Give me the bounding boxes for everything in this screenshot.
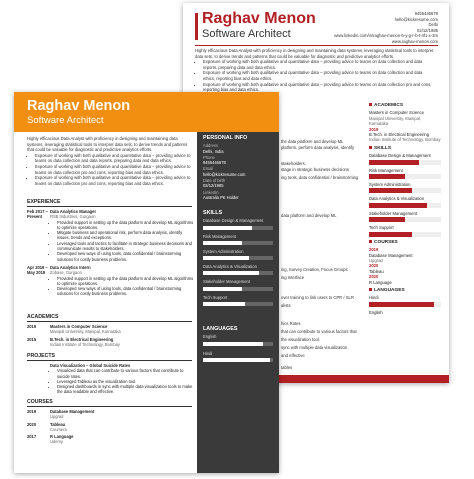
contact-email: hello@kickresume.com [394, 16, 438, 22]
bullet-square-icon [369, 146, 372, 149]
info-email: hello@kickresume.com [203, 171, 246, 177]
body-fragment: that can contribute to various factors that [281, 329, 357, 334]
bullet-square-icon [369, 103, 372, 106]
job-bullet: • Developed new ways of using tools, data confidential / brainstorming solutions for costly business problems. [57, 286, 194, 297]
skill-item [369, 225, 441, 236]
skill-name: Data Analytics & Visualization [369, 196, 425, 202]
language-level-bar [369, 302, 441, 307]
section-divider [27, 406, 192, 407]
academic-school: Manipal University, Manipal, Karnataka [369, 115, 422, 127]
skill-name: System Administration [203, 248, 244, 254]
skills-heading: SKILLS [203, 210, 223, 216]
skills-list [203, 218, 273, 306]
job-to: Present [27, 214, 43, 220]
skill-name: System Administration [369, 182, 411, 188]
skill-level-bar [203, 271, 273, 275]
academic-year: 2015 [27, 336, 37, 342]
resume-role: Software Architect [27, 115, 104, 126]
personal-info: PERSONAL INFO Address Delhi, India Phone 9455446678 Email hello@kickresume.com Date of birth 02/12/1985 LinkedIn Australia PK Holder [203, 136, 273, 201]
course-title: R Language [369, 279, 392, 285]
course-title: R Language [50, 434, 74, 440]
skill-name: Database Design & Management [369, 153, 431, 159]
languages-heading: LANGUAGES [203, 326, 238, 332]
courses-heading: COURSES [369, 240, 441, 245]
header-accent-bar [195, 13, 198, 40]
body-fragment: platform, perform data analysis, identify [281, 145, 355, 150]
body-fragment: ing Interface [281, 275, 305, 280]
job-title: Data Analytics Intern [50, 264, 91, 270]
header-divider [195, 45, 438, 46]
academic-year: 2019 [369, 126, 379, 132]
summary-text: Highly efficacious Data Analyst with proficiency in designing and maintaining data systems, leveraging statistical tools to interpret data sets, to derive trends and patterns that could be valuable for diagnostic and predictive analytics efforts. [27, 136, 188, 153]
contact-website: www.raghav-menon.com [391, 38, 438, 44]
skill-item [369, 211, 441, 222]
skill-level-bar [369, 160, 441, 165]
skill-name: Stakeholder Management [369, 210, 417, 216]
job-bullet: • Leveraged tools and tactics to facilitate in strategic business decisions and communicate results to stakeholders. [57, 241, 194, 252]
project-bullet: • Visualized data that can contribute to various factors that contribute to suicide rates. [57, 368, 194, 379]
skill-item [369, 196, 441, 207]
info-phone: 9455446678 [203, 160, 226, 166]
job-bullet: • Provided support in setting up the data platform and develop ML algorithms to optimize operations. [57, 276, 194, 287]
course-title: Tableau [369, 268, 384, 274]
skill-name: Risk Management [203, 233, 236, 239]
body-fragment: sync with multiple data visualization [281, 345, 348, 350]
skills-heading: SKILLS [369, 146, 441, 151]
language-name: English [369, 309, 383, 315]
skill-item [203, 279, 273, 290]
skill-item [369, 153, 441, 164]
academic-entry [27, 337, 194, 348]
course-entry [27, 409, 194, 420]
contact-city: Delhi [428, 22, 438, 28]
language-level-bar [203, 358, 273, 362]
job-bullet: • Mitigate business and operational risk, perform data analysis, identify issues, trends and exceptions. [57, 230, 194, 241]
skill-level-bar [369, 174, 441, 179]
skill-level-bar [203, 241, 273, 245]
job-title: Data Analytics Manager [50, 209, 97, 214]
academic-year: 2019 [27, 324, 37, 329]
course-source: Upgrad [369, 257, 383, 263]
section-divider [27, 206, 192, 207]
course-year: 2019 [369, 247, 379, 253]
skill-name: Risk Management [369, 167, 403, 173]
course-year: 2019 [27, 409, 37, 414]
job-company: RSB Industries, Gurgaon [50, 214, 96, 220]
languages-heading: LANGUAGES [369, 288, 441, 293]
projects-list [27, 363, 194, 395]
body-fragment: and effective [281, 353, 305, 358]
skills-list [369, 153, 441, 236]
info-dob: 02/12/1985 [203, 183, 224, 189]
skill-name: Tech Support [369, 225, 394, 231]
course-entry [27, 434, 194, 445]
body-fragment: ing tools, data confidential / brainstorming [281, 175, 359, 180]
job-bullet: • Developed new ways of using tools, data confidential / brainstorming solutions for costly business problems. [57, 251, 194, 262]
course-entry [27, 422, 194, 433]
course-title: Database Management [50, 409, 95, 414]
academic-school: Indian Institute of Technology, Bombay [369, 137, 441, 143]
body-fragment: stage in strategic business decisions [281, 167, 349, 172]
project-entry [27, 363, 194, 395]
skill-level-bar [203, 226, 273, 230]
project-bullet: • Designed dashboards in sync with multiple data visualization tools to make the data readable and effective. [57, 384, 194, 395]
skill-item [369, 182, 441, 193]
languages-list [203, 334, 273, 362]
skill-level-bar [369, 203, 441, 208]
project-title: Data Visualization – Global Suicide Rates [50, 363, 131, 368]
skill-item [203, 295, 273, 306]
academic-school: Indian Institute of Technology, Bombay [50, 341, 120, 347]
summary-bullet: • Exposure of working with both qualitative and quantitative data – providing advice to teams on data collection pro and cons, reporting bias and data ethics. [35, 175, 192, 186]
summary-bullet: • Exposure of working with both qualitative and quantitative data – providing advice to teams on data collection pro and cons, reporting bias and data ethics. [203, 82, 435, 93]
job-entry [27, 265, 194, 297]
section-divider [27, 321, 192, 322]
language-level-bar [203, 342, 273, 346]
academic-school: Manipal University, Manipal, Karnataka [50, 329, 121, 335]
course-source: Udemy [50, 439, 63, 445]
skill-level-bar [369, 232, 441, 237]
job-from: Feb 2017 – [27, 209, 48, 214]
front-resume-page [14, 92, 279, 473]
body-fragment: stakeholders. [281, 161, 306, 166]
skill-level-bar [203, 287, 273, 291]
academic-entry [27, 324, 194, 335]
course-source: Upgrad [50, 414, 64, 420]
courses-heading: COURSES [27, 399, 53, 405]
courses-list [27, 409, 194, 445]
body-fragment: hics Rates [281, 321, 301, 326]
skill-item [203, 264, 273, 275]
skill-name: Tech Support [203, 294, 228, 300]
summary-bullet: • Exposure of working with both qualitative and quantitative data – providing advice to teams on data collection and data reports, preparing data and data ethics. [35, 153, 192, 164]
resume-name: Raghav Menon [27, 98, 131, 114]
skill-level-bar [203, 302, 273, 306]
skill-item [203, 249, 273, 260]
academic-title: B.Tech. in Electrical Engineering [50, 336, 114, 342]
skill-item [203, 218, 273, 229]
academics-heading: ACADEMICS [27, 314, 59, 320]
resume-name: Raghav Menon [202, 10, 316, 27]
academics-list [27, 324, 194, 347]
contact-phone: 9455446678 [414, 11, 438, 16]
experience-heading: EXPERIENCE [27, 199, 61, 205]
contact-block [334, 11, 438, 45]
skill-level-bar [203, 256, 273, 260]
skill-level-bar [369, 188, 441, 193]
summary-text: Highly efficacious Data Analyst with proficiency in designing and maintaining data systems, leveraging statistical tools to interpret data sets, to derive trends and patterns that could be valuable for diagnostic and predictive analytics efforts. [195, 48, 434, 59]
academic-title: Masters in Computer Science [369, 110, 424, 116]
course-year: 2020 [369, 274, 379, 280]
summary [195, 48, 435, 93]
language-item [203, 334, 273, 345]
languages-section [203, 327, 273, 367]
academic-title: Masters in Computer Science [50, 324, 108, 329]
job-from: Apr 2019 – [27, 264, 48, 270]
project-bullet: • Leveraged Tableau as the visualization tool. [57, 379, 194, 384]
resume-role: Software Architect [202, 28, 291, 40]
course-title: Tableau [50, 421, 66, 427]
contact-linkedin: www.linkedin.com/in/raghav-menon-b-y-g-r-b-t-4f1-x-3m [334, 33, 438, 39]
body-fragment: alists [281, 303, 291, 308]
job-company: Zobase, Gurgaon [50, 270, 82, 276]
course-year: 2020 [27, 421, 37, 427]
summary-bullet: • Exposure of working with both qualitative and quantitative data – providing advice to teams on data collection and data reports, preparing data and data ethics. [203, 59, 435, 70]
language-name: Hindi [369, 295, 379, 301]
course-title: Database Management [369, 252, 413, 258]
skills-section [203, 211, 273, 310]
academics-heading: ACADEMICS [369, 103, 441, 108]
skill-name: Data Analytics & Visualization [203, 264, 257, 270]
job-bullet: • Provided support in setting up the data platform and develop ML algorithms to optimize operations. [57, 220, 194, 231]
course-source: Coursera [50, 426, 67, 432]
language-item [203, 351, 273, 362]
language-name: Hindi [203, 350, 213, 356]
job-entry [27, 209, 194, 262]
projects-heading: PROJECTS [27, 353, 55, 359]
skill-name: Stakeholder Management [203, 279, 250, 285]
academic-title: B.Tech. in Electrical Engineering [369, 132, 430, 138]
experience-list [27, 209, 194, 297]
orange-header [14, 92, 279, 132]
info-address: Delhi, India [203, 148, 224, 154]
body-fragment: the visualization tool. [281, 337, 320, 342]
personal-info-heading: PERSONAL INFO [203, 135, 248, 141]
skill-level-bar [369, 217, 441, 222]
info-linkedin: Australia PK Holder [203, 194, 239, 200]
summary-bullet: • Exposure of working with both qualitative and quantitative data – providing advice to teams on data collection pro and cons, reporting bias and data ethics. [35, 164, 192, 175]
body-fragment: ing, Survey Creation, Focus Groups [281, 267, 348, 272]
course-year: 2020 [369, 263, 379, 269]
skill-item [369, 168, 441, 179]
body-fragment: over training to link users to CPR / SLR [281, 295, 354, 300]
skill-name: Database Design & Management [203, 218, 264, 224]
body-fragment: tables [281, 365, 293, 370]
course-year: 2017 [27, 434, 37, 440]
summary [27, 136, 192, 186]
summary-bullet: • Exposure of working with both qualitative and quantitative data – providing advice to teams on data collection and data ethics, reporting bias and data ethics. [203, 70, 435, 81]
job-to: May 2019 [27, 270, 46, 276]
language-name: English [203, 334, 217, 340]
back-sidebar [369, 100, 441, 315]
section-divider [27, 360, 192, 361]
body-fragment: data platform and develop ML [281, 213, 337, 218]
contact-date: 02/12/1985 [417, 27, 438, 33]
skill-item [203, 234, 273, 245]
body-fragment: the data platform and develop ML [281, 139, 344, 144]
bullet-square-icon [369, 240, 372, 243]
bullet-square-icon [369, 288, 372, 291]
